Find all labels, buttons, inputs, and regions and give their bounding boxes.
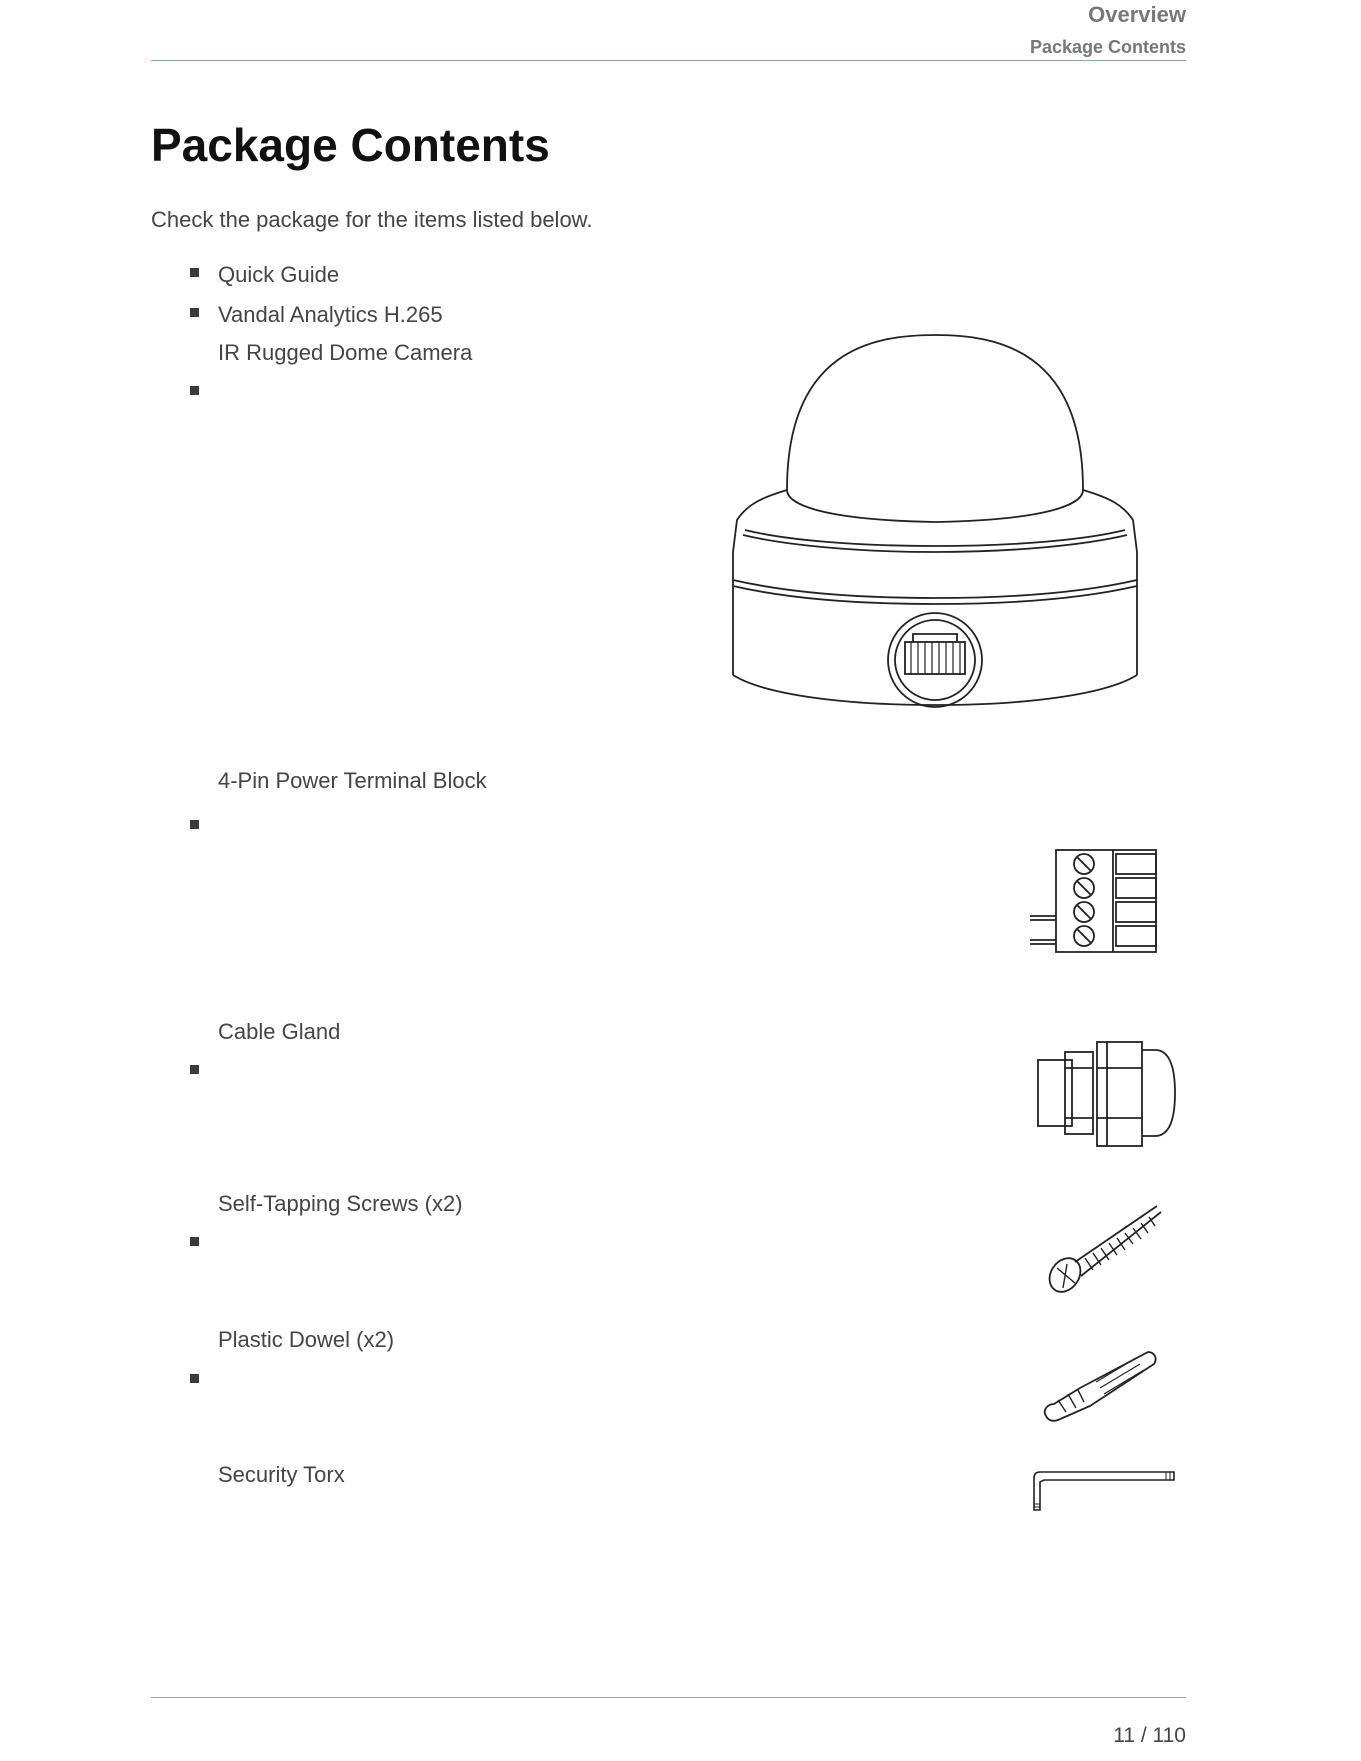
- list-item: IR Rugged Dome Camera: [218, 340, 473, 365]
- list-item: Quick Guide: [218, 262, 340, 287]
- list-item: Vandal Analytics H.265: [218, 302, 443, 327]
- bullet-marker: [190, 268, 199, 277]
- dowel-icon: [1040, 1348, 1162, 1424]
- list-item: Security Torx: [218, 1462, 345, 1487]
- list-item: 4-Pin Power Terminal Block: [218, 768, 487, 793]
- footer-rule: [151, 1697, 1186, 1698]
- intro-text: Check the package for the items listed below.: [151, 207, 593, 232]
- page-number: 11 / 110: [1113, 1724, 1186, 1747]
- page-title: Package Contents: [151, 119, 550, 171]
- header-section-title: Overview: [1088, 2, 1186, 27]
- list-item: Cable Gland: [218, 1019, 341, 1044]
- bullet-marker: [190, 386, 199, 395]
- dome-camera-icon: [725, 330, 1145, 730]
- bullet-marker: [190, 308, 199, 317]
- header-topic-title: Package Contents: [1029, 37, 1186, 57]
- cable-gland-icon: [1035, 1040, 1177, 1150]
- list-item: Self-Tapping Screws (x2): [218, 1191, 463, 1216]
- bullet-marker: [190, 1237, 199, 1246]
- bullet-marker: [190, 1065, 199, 1074]
- screw-icon: [1045, 1198, 1167, 1300]
- header-rule: [151, 60, 1186, 61]
- list-item: Plastic Dowel (x2): [218, 1327, 395, 1352]
- terminal-block-icon: [1028, 848, 1166, 958]
- bullet-marker: [190, 1374, 199, 1383]
- torx-key-icon: [1030, 1468, 1180, 1514]
- bullet-marker: [190, 820, 199, 829]
